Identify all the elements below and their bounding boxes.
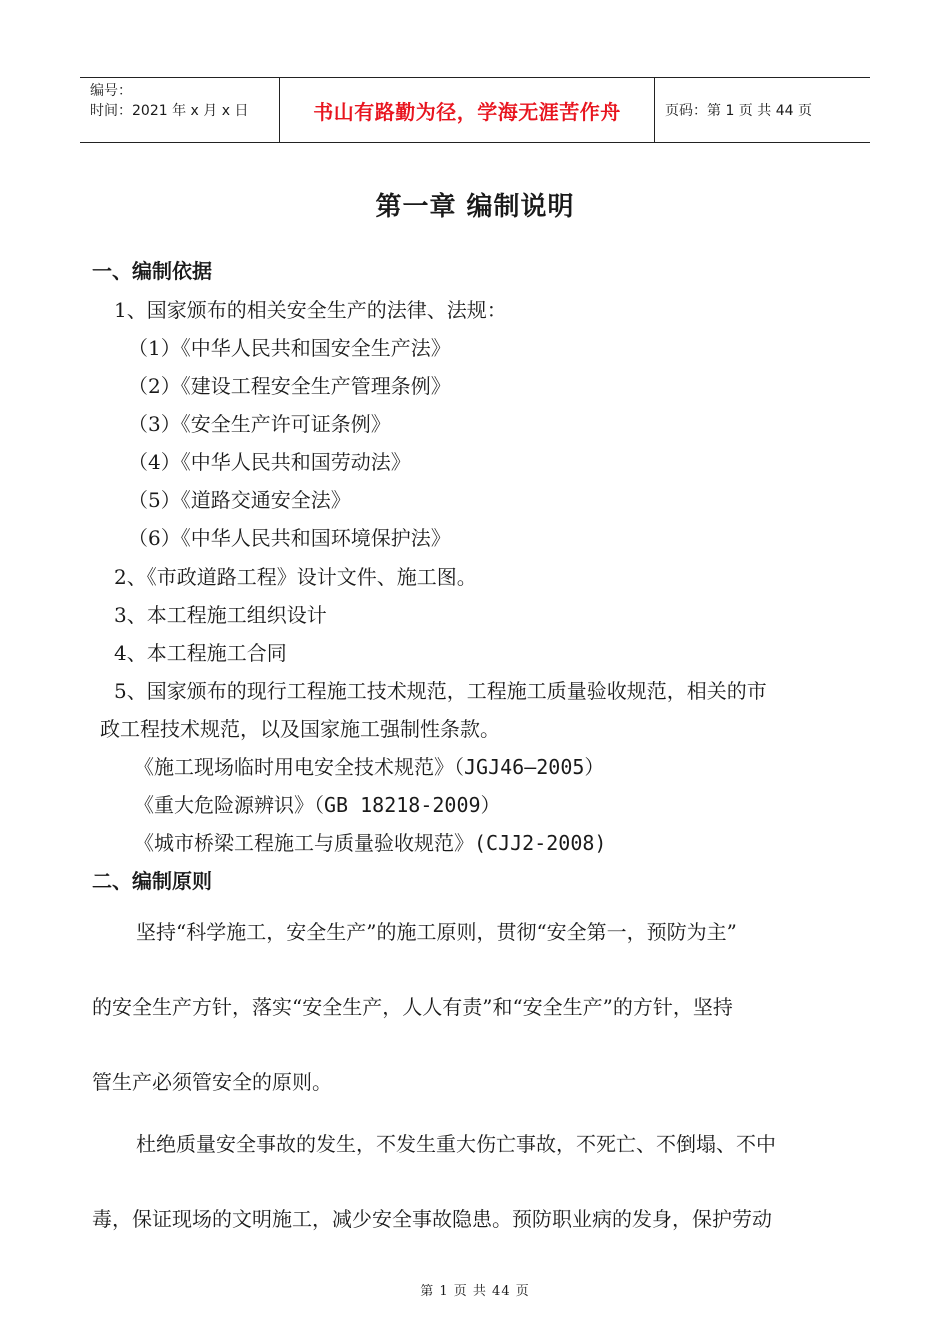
principle-p1-line1: 坚持“科学施工，安全生产”的施工原则，贯彻“安全第一，预防为主” xyxy=(136,920,737,944)
basis-item-5-line1: 5、国家颁布的现行工程施工技术规范，工程施工质量验收规范，相关的市 xyxy=(114,679,767,703)
law-item: （6）《中华人民共和国环境保护法》 xyxy=(128,526,451,550)
principle-p2-line2: 毒，保证现场的文明施工，减少安全事故隐患。预防职业病的发身，保护劳动 xyxy=(92,1207,772,1231)
document-header xyxy=(80,77,870,143)
spec-item xyxy=(134,793,501,817)
law-item: （5）《道路交通安全法》 xyxy=(128,488,351,512)
header-page-info: 页码：第 1 页 共 44 页 xyxy=(665,103,812,119)
spec-name: 《重大危险源辨识》 xyxy=(134,793,314,817)
spec-code: （JGJ46—2005） xyxy=(454,755,605,779)
law-item: （4）《中华人民共和国劳动法》 xyxy=(128,450,411,474)
basis-item-2: 2、《市政道路工程》设计文件、施工图。 xyxy=(114,565,477,589)
time-label: 时间：2021 年 x 月 x 日 xyxy=(90,103,249,119)
spec-code: （GB 18218-2009） xyxy=(314,793,501,817)
principle-p1-line3: 管生产必须管安全的原则。 xyxy=(92,1070,332,1094)
law-item: （3）《安全生产许可证条例》 xyxy=(128,412,391,436)
number-label: 编号： xyxy=(90,83,132,99)
principle-p1-line2: 的安全生产方针，落实“安全生产，人人有责”和“安全生产”的方针，坚持 xyxy=(92,995,733,1019)
section-heading-basis: 一、编制依据 xyxy=(92,259,212,283)
basis-item-3: 3、本工程施工组织设计 xyxy=(114,603,327,627)
spec-item xyxy=(134,831,606,855)
basis-item-1: 1、国家颁布的相关安全生产的法律、法规： xyxy=(114,298,507,322)
principle-p2-line1: 杜绝质量安全事故的发生，不发生重大伤亡事故，不死亡、不倒塌、不中 xyxy=(136,1132,776,1156)
page-footer: 第 1 页 共 44 页 xyxy=(420,1284,530,1299)
section-heading-principles: 二、编制原则 xyxy=(92,869,212,893)
spec-code: (CJJ2-2008) xyxy=(474,831,607,855)
spec-name: 《城市桥梁工程施工与质量验收规范》 xyxy=(134,831,474,855)
basis-item-4: 4、本工程施工合同 xyxy=(114,641,287,665)
law-item: （2）《建设工程安全生产管理条例》 xyxy=(128,374,451,398)
header-meta xyxy=(80,78,280,142)
chapter-title: 第一章 编制说明 xyxy=(375,192,575,222)
basis-item-5-line2: 政工程技术规范，以及国家施工强制性条款。 xyxy=(100,717,500,741)
spec-item xyxy=(134,755,604,779)
law-item: （1）《中华人民共和国安全生产法》 xyxy=(128,336,451,360)
spec-name: 《施工现场临时用电安全技术规范》 xyxy=(134,755,454,779)
header-motto: 书山有路勤为径，学海无涯苦作舟 xyxy=(280,78,655,142)
